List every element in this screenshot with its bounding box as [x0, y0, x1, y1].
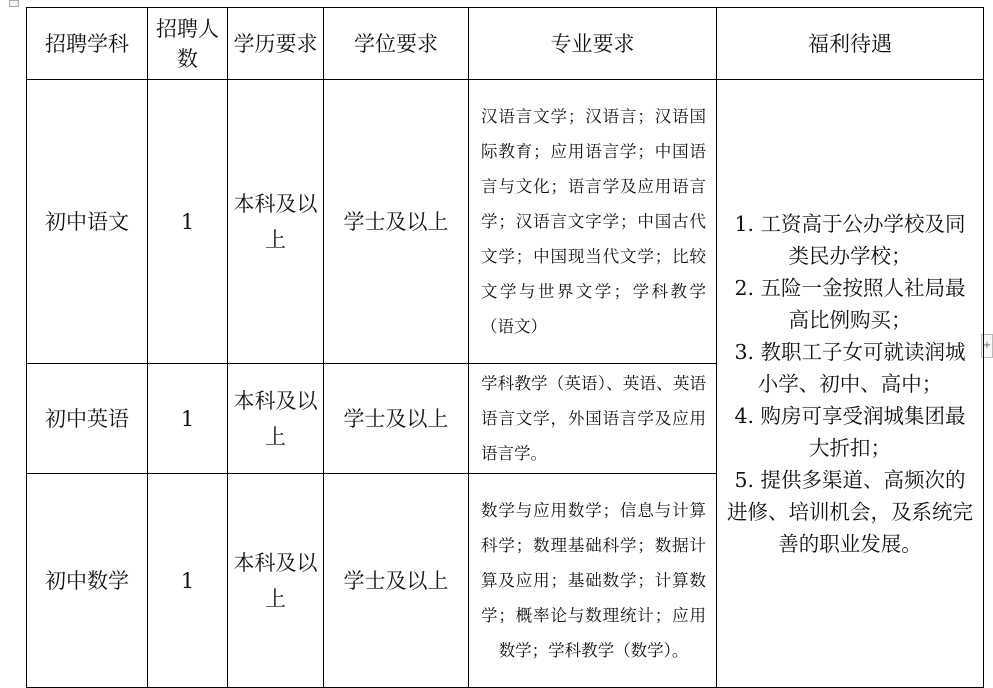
cell-count: 1: [148, 80, 228, 364]
header-count: 招聘人数: [148, 8, 228, 80]
header-subject: 招聘学科: [27, 8, 148, 80]
header-education: 学历要求: [228, 8, 324, 80]
cell-count: 1: [148, 364, 228, 474]
cell-degree: 学士及以上: [324, 474, 469, 688]
welfare-item: 4. 购房可享受润城集团最大折扣；: [734, 403, 966, 460]
welfare-item: 3. 教职工子女可就读润城小学、初中、高中；: [734, 339, 966, 396]
cell-count: 1: [148, 474, 228, 688]
cell-education: 本科及以上: [228, 474, 324, 688]
cell-welfare: [717, 80, 984, 688]
header-major: 专业要求: [469, 8, 717, 80]
cell-education: 本科及以上: [228, 364, 324, 474]
welfare-item: 5. 提供多渠道、高频次的进修、培训机会，及系统完善的职业发展。: [727, 467, 973, 556]
cell-major: 学科教学（英语）、英语、英语语言文学，外国语言学及应用语言学。: [469, 364, 717, 474]
cell-degree: 学士及以上: [324, 364, 469, 474]
cell-subject: 初中数学: [27, 474, 148, 688]
cell-subject: 初中语文: [27, 80, 148, 364]
table-add-column-handle[interactable]: +: [981, 334, 993, 358]
table-row-chinese: [27, 80, 984, 364]
cell-degree: 学士及以上: [324, 80, 469, 364]
cell-education: 本科及以上: [228, 80, 324, 364]
cell-major: 汉语言文学；汉语言；汉语国际教育；应用语言学；中国语言与文化；语言学及应用语言学；汉语言文字学；中国古代文学；中国现当代文学；比较文学与世界文学；学科教学（语文）: [469, 80, 717, 364]
table-header-row: [27, 8, 984, 80]
header-degree: 学位要求: [324, 8, 469, 80]
welfare-item: 1. 工资高于公办学校及同类民办学校；: [734, 211, 966, 268]
welfare-item: 2. 五险一金按照人社局最高比例购买；: [734, 275, 966, 332]
cell-major: 数学与应用数学；信息与计算科学；数理基础科学；数据计算及应用；基础数学；计算数学；概率论与数理统计；应用数学；学科教学（数学）。: [469, 474, 717, 688]
recruitment-table: [26, 7, 984, 688]
table-move-handle[interactable]: [9, 0, 19, 7]
cell-subject: 初中英语: [27, 364, 148, 474]
header-welfare: 福利待遇: [717, 8, 984, 80]
